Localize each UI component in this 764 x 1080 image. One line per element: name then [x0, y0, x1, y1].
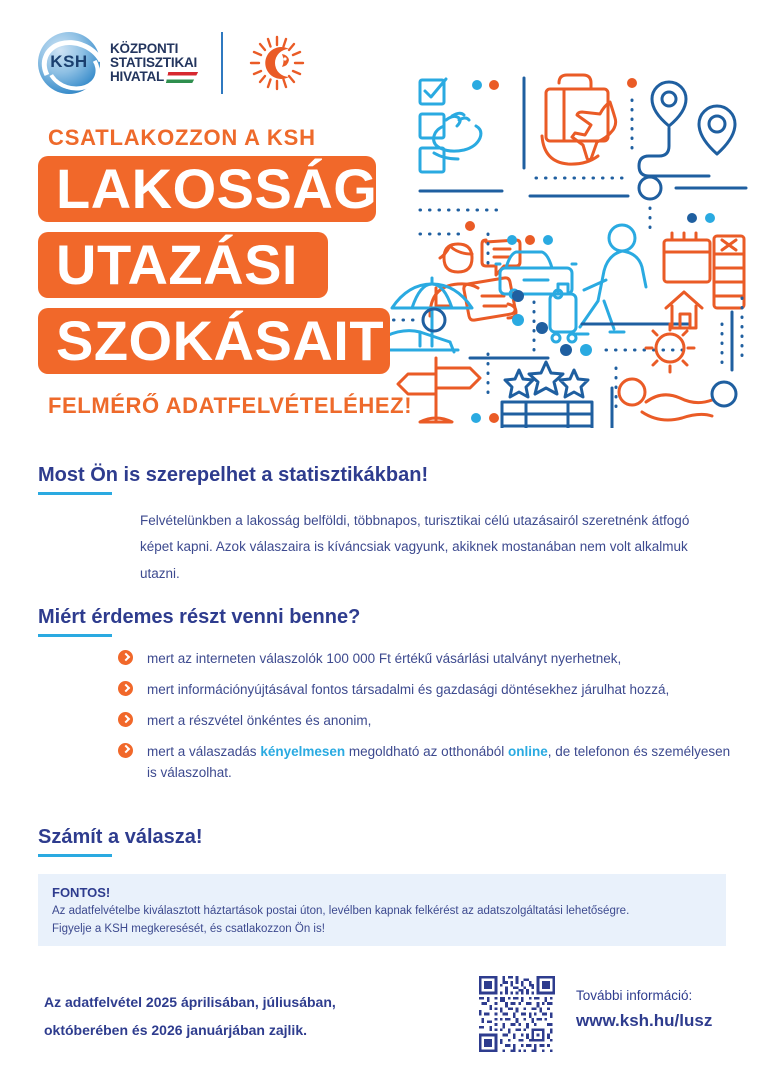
- title-line1-text: LAKOSSÁG: [56, 157, 378, 220]
- ksh-sphere-icon: [38, 32, 100, 94]
- title-bar-line3: [38, 308, 390, 374]
- bullet4-highlight-kenyelmesen: kényelmesen: [260, 743, 346, 759]
- ksh-wordmark-line1: KÖZPONTI: [110, 40, 179, 56]
- list-item-label: mert információnyújtásával fontos társadalmi és gazdasági döntésekhez járulhat hozzá,: [147, 681, 670, 697]
- list-item: [118, 648, 738, 670]
- title-subkicker: FELMÉRŐ ADATFELVÉTELÉHEZ!: [48, 393, 413, 418]
- notice-line-1: Az adatfelvételbe kiválasztott háztartások postai úton, levélben kapnak felkérést az adatszolgáltatási lehetőségre.: [52, 905, 630, 917]
- section-heading-your-answer-matters: Számít a válasza!: [38, 826, 203, 857]
- important-notice-box: [38, 874, 726, 946]
- more-info-label: További információ:: [576, 988, 693, 1003]
- qr-code[interactable]: [479, 976, 555, 1052]
- ksh-wordmark: [110, 42, 197, 85]
- survey-schedule-line1: Az adatfelvétel 2025 áprilisában, júliusában,: [44, 994, 336, 1010]
- list-item: [118, 679, 738, 701]
- benefits-list: [118, 648, 738, 793]
- notice-line-2: Figyelje a KSH megkeresését, és csatlakozzon Ön is!: [52, 922, 325, 935]
- list-item-label: mert a részvétel önkéntes és anonim,: [147, 712, 372, 728]
- section-heading-statistics: Most Ön is szerepelhet a statisztikákban!: [38, 464, 428, 495]
- list-item-label-rich: [147, 741, 738, 785]
- chevron-bullet-icon: [118, 712, 133, 727]
- bullet4-suffix: , de telefonon és személyesen is válaszolhat.: [147, 743, 731, 781]
- logo-row: [38, 28, 305, 98]
- hungarian-flag-icon: [166, 72, 198, 83]
- beach-umbrella-lounger-icon: [384, 278, 472, 352]
- bullet4-highlight-online: online: [508, 743, 548, 759]
- list-item: [118, 710, 738, 732]
- section-heading-why-participate: Miért érdemes részt venni benne?: [38, 606, 360, 637]
- ksh-logo: [38, 32, 197, 94]
- checklist-hand-icon: [420, 79, 481, 172]
- ksh-monogram: KSH: [50, 52, 88, 71]
- title-bar-line2: [38, 232, 328, 298]
- title-line2-text: UTAZÁSI: [56, 233, 298, 296]
- ksh-wordmark-line2: STATISZTIKAI: [110, 54, 198, 70]
- chevron-bullet-icon: [118, 650, 133, 665]
- hotel-stars-icon: [502, 362, 592, 428]
- sun-swimmer-icon: [619, 324, 712, 420]
- title-kicker: CSATLAKOZZON A KSH: [48, 125, 316, 150]
- website-url[interactable]: www.ksh.hu/lusz: [576, 1011, 713, 1030]
- travel-icon-collage: [384, 58, 756, 428]
- intro-paragraph: Felvételünkben a lakosság belföldi, többnapos, turisztikai célú utazásairól szeretnénk átfogó képet kapni. Azok válaszaira is kíváncsiak vagyunk, akiknek mostanában nem volt alkalmuk utazni.: [140, 513, 690, 581]
- title-line3-text: SZOKÁSAIT: [56, 309, 385, 372]
- notice-title: FONTOS!: [52, 885, 111, 900]
- more-info-block: [576, 988, 712, 1031]
- list-item: [118, 741, 738, 785]
- survey-schedule-line2: októberében és 2026 januárjában zajlik.: [44, 1022, 307, 1038]
- list-item-label: mert az interneten válaszolók 100 000 Ft értékű vásárlási utalványt nyerhetnek,: [147, 651, 622, 666]
- survey-schedule: [44, 988, 444, 1044]
- bullet4-middle: megoldható az otthonából: [345, 743, 508, 759]
- suitcase-plane-icon: [542, 75, 616, 164]
- bullet4-prefix: mert a válaszadás: [147, 743, 261, 759]
- logo-divider: [221, 32, 223, 94]
- ksh-wordmark-line3: HIVATAL: [110, 69, 165, 85]
- title-bar-line1: [38, 156, 376, 222]
- map-pins-route-icon: [639, 82, 735, 176]
- chevron-bullet-icon: [118, 681, 133, 696]
- chevron-bullet-icon: [118, 743, 133, 758]
- sun-face-logo-icon: [249, 35, 305, 91]
- car-icon: [496, 252, 576, 298]
